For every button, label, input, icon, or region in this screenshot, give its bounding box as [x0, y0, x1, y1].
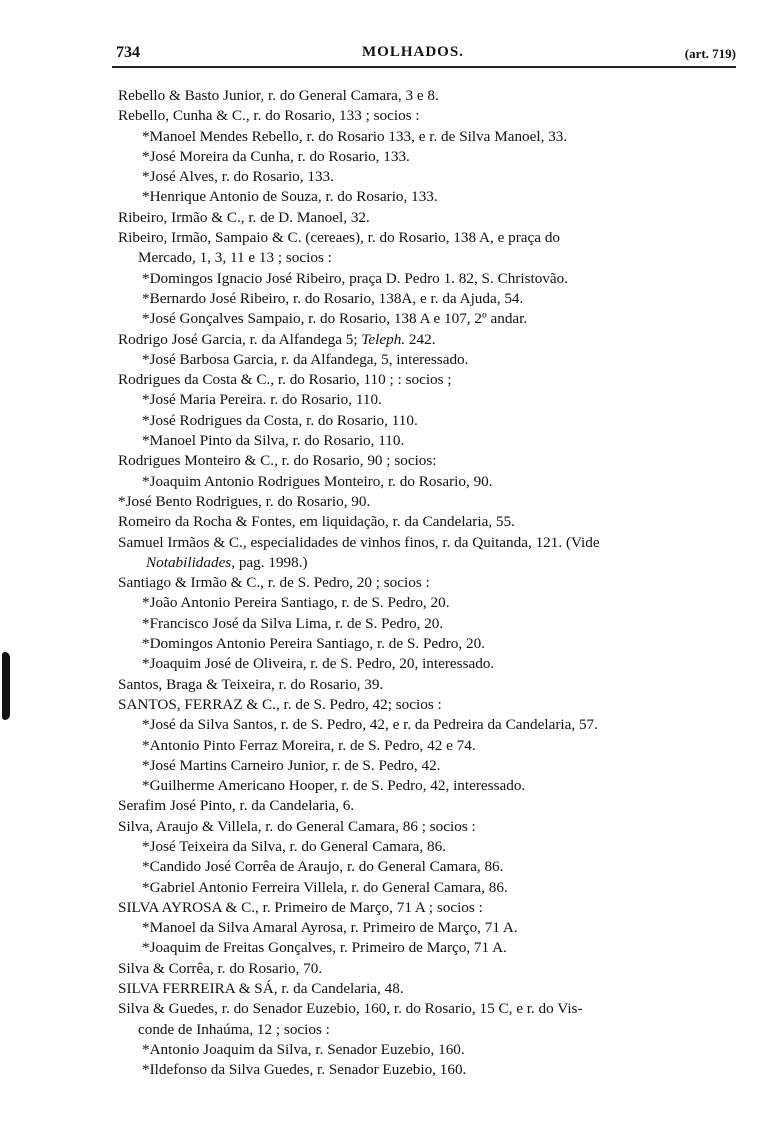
partner-entry: *José Teixeira da Silva, r. do General Camara, 86.	[142, 837, 447, 855]
firm-entry: SILVA AYROSA & C., r. Primeiro de Março, 71 A ; socios :	[118, 898, 483, 916]
firm-entry: Rodrigo José Garcia, r. da Alfandega 5; Teleph. 242.	[118, 330, 436, 348]
firm-entry: Rebello, Cunha & C., r. do Rosario, 133 ; socios :	[118, 107, 420, 125]
firm-entry: Rebello & Basto Junior, r. do General Camara, 3 e 8.	[118, 87, 439, 104]
partner-entry: *Joaquim José de Oliveira, r. de S. Pedro, 20, interessado.	[142, 655, 495, 673]
partner-entry: *Gabriel Antonio Ferreira Villela, r. do General Camara, 86.	[142, 878, 508, 896]
article-reference: (art. 719)	[684, 46, 736, 61]
firm-entry: Samuel Irmãos & C., especialidades de vinhos finos, r. da Quitanda, 121. (Vide	[118, 533, 600, 551]
firm-entry: Silva & Corrêa, r. do Rosario, 70.	[118, 959, 323, 977]
partner-entry: *José Barbosa Garcia, r. da Alfandega, 5, interessado.	[142, 350, 469, 368]
partner-entry: *José Martins Carneiro Junior, r. de S. Pedro, 42.	[142, 756, 441, 774]
firm-entry: Silva, Araujo & Villela, r. do General Camara, 86 ; socios :	[118, 817, 476, 835]
partner-entry: *Antonio Pinto Ferraz Moreira, r. de S. Pedro, 42 e 74.	[142, 736, 476, 754]
firm-entry: Ribeiro, Irmão & C., r. de D. Manoel, 32.	[118, 208, 370, 226]
firm-entry: Santiago & Irmão & C., r. de S. Pedro, 20 ; socios :	[118, 574, 430, 592]
partner-entry: *José Rodrigues da Costa, r. do Rosario, 110.	[142, 411, 418, 429]
partner-entry: *Henrique Antonio de Souza, r. do Rosario, 133.	[142, 188, 438, 206]
firm-entry: Ribeiro, Irmão, Sampaio & C. (cereaes), r. do Rosario, 138 A, e praça do	[118, 229, 561, 247]
partner-entry: *Manoel da Silva Amaral Ayrosa, r. Primeiro de Março, 71 A.	[142, 919, 518, 937]
firm-entry: Rodrigues Monteiro & C., r. do Rosario, 90 ; socios:	[118, 452, 437, 470]
partner-entry: *José Alves, r. do Rosario, 133.	[142, 168, 334, 186]
firm-entry: Santos, Braga & Teixeira, r. do Rosario, 39.	[118, 675, 384, 693]
partner-entry: *Domingos Antonio Pereira Santiago, r. de S. Pedro, 20.	[142, 635, 485, 653]
partner-entry: *João Antonio Pereira Santiago, r. de S. Pedro, 20.	[142, 594, 450, 612]
partner-entry: *Joaquim de Freitas Gonçalves, r. Primeiro de Março, 71 A.	[142, 939, 507, 957]
partner-entry: *José Moreira da Cunha, r. do Rosario, 133.	[142, 147, 410, 165]
firm-entry: Mercado, 1, 3, 11 e 13 ; socios :	[138, 249, 332, 267]
partner-entry: *Candido José Corrêa de Araujo, r. do General Camara, 86.	[142, 858, 504, 876]
partner-entry: *Joaquim Antonio Rodrigues Monteiro, r. do Rosario, 90.	[142, 472, 493, 490]
partner-entry: *Bernardo José Ribeiro, r. do Rosario, 138A, e r. da Ajuda, 54.	[142, 289, 524, 307]
firm-entry: SILVA FERREIRA & SÁ, r. da Candelaria, 48.	[118, 980, 404, 998]
firm-entry: conde de Inhaúma, 12 ; socios :	[138, 1020, 330, 1038]
firm-entry: *José Bento Rodrigues, r. do Rosario, 90.	[118, 492, 371, 510]
margin-ink-mark	[2, 652, 10, 720]
partner-entry: *Manoel Pinto da Silva, r. do Rosario, 110.	[142, 432, 405, 450]
firm-entry: Romeiro da Rocha & Fontes, em liquidação, r. da Candelaria, 55.	[118, 513, 515, 531]
partner-entry: *Antonio Joaquim da Silva, r. Senador Euzebio, 160.	[142, 1040, 465, 1058]
partner-entry: *José da Silva Santos, r. de S. Pedro, 42, e r. da Pedreira da Candelaria, 57.	[142, 716, 598, 734]
directory-entries	[118, 86, 748, 1081]
firm-entry: Notabilidades, pag. 1998.)	[146, 553, 308, 571]
page-header	[112, 42, 736, 68]
firm-entry: Serafim José Pinto, r. da Candelaria, 6.	[118, 797, 355, 815]
partner-entry: *Domingos Ignacio José Ribeiro, praça D. Pedro 1. 82, S. Christovão.	[142, 269, 569, 287]
firm-entry: SANTOS, FERRAZ & C., r. de S. Pedro, 42; socios :	[118, 695, 442, 713]
partner-entry: *Ildefonso da Silva Guedes, r. Senador Euzebio, 160.	[142, 1061, 467, 1079]
partner-entry: *Guilherme Americano Hooper, r. de S. Pedro, 42, interessado.	[142, 777, 526, 795]
partner-entry: *Manoel Mendes Rebello, r. do Rosario 133, e r. de Silva Manoel, 33.	[142, 127, 568, 145]
partner-entry: *José Gonçalves Sampaio, r. do Rosario, 138 A e 107, 2º andar.	[142, 310, 528, 328]
firm-entry: Rodrigues da Costa & C., r. do Rosario, 110 ; : socios ;	[118, 371, 452, 389]
partner-entry: *Francisco José da Silva Lima, r. de S. Pedro, 20.	[142, 614, 444, 632]
section-title: MOLHADOS.	[362, 44, 464, 60]
partner-entry: *José Maria Pereira. r. do Rosario, 110.	[142, 391, 382, 409]
firm-entry: Silva & Guedes, r. do Senador Euzebio, 160, r. do Rosario, 15 C, e r. do Vis-	[118, 1000, 583, 1018]
page-number: 734	[116, 44, 140, 61]
